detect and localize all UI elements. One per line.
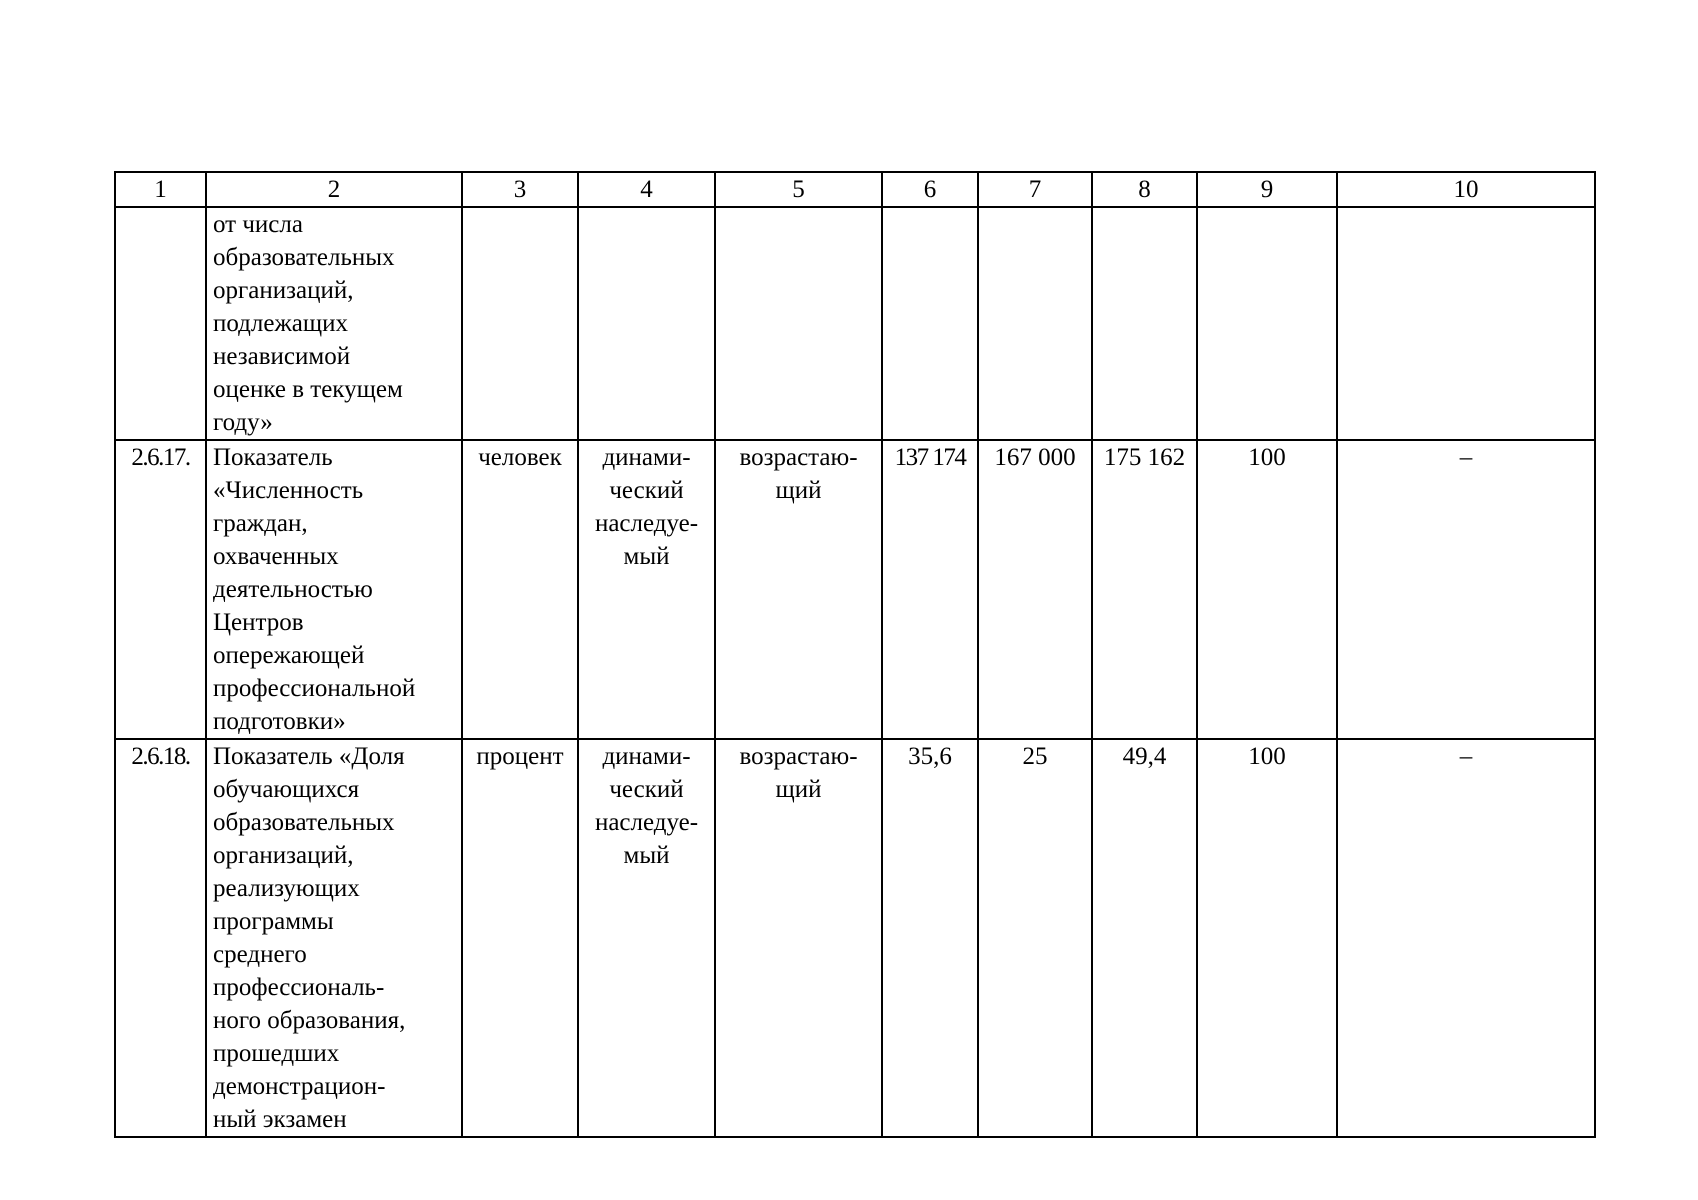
direction-line: возрастаю- bbox=[739, 444, 858, 471]
value-col-8: 175 162 bbox=[1092, 440, 1197, 739]
direction-cell bbox=[715, 739, 882, 1137]
indicator-name-line: независимой bbox=[213, 343, 351, 370]
value-col-9: 100 bbox=[1197, 739, 1337, 1137]
type-line: наследуе- bbox=[594, 809, 699, 836]
indicator-name-line: организаций, bbox=[213, 842, 354, 869]
indicator-name-line: образовательных bbox=[213, 244, 395, 271]
indicator-name-line: охваченных bbox=[213, 543, 339, 570]
value-col-9: 100 bbox=[1197, 440, 1337, 739]
type-line: мый bbox=[623, 842, 670, 869]
indicator-name-line: подлежащих bbox=[213, 310, 348, 337]
row-number bbox=[115, 207, 206, 440]
value-col-8: 49,4 bbox=[1092, 739, 1197, 1137]
direction-line: возрастаю- bbox=[739, 743, 858, 770]
indicator-name-line: организаций, bbox=[213, 277, 354, 304]
value-col-10: – bbox=[1337, 440, 1595, 739]
column-number-row bbox=[115, 172, 1595, 207]
indicator-name-line: среднего bbox=[213, 941, 307, 968]
table-row bbox=[115, 440, 1595, 739]
indicator-name bbox=[206, 207, 462, 440]
column-number: 6 bbox=[882, 172, 978, 207]
row-number: 2.6.18. bbox=[115, 739, 206, 1137]
type-cell bbox=[578, 739, 715, 1137]
type-cell bbox=[578, 440, 715, 739]
indicator-name-line: профессиональной bbox=[213, 675, 416, 702]
direction-cell bbox=[715, 440, 882, 739]
column-number: 10 bbox=[1337, 172, 1595, 207]
value-col-6: 35,6 bbox=[882, 739, 978, 1137]
row-number: 2.6.17. bbox=[115, 440, 206, 739]
indicator-name-line: опережающей bbox=[213, 642, 365, 669]
table-row bbox=[115, 207, 1595, 440]
column-number: 1 bbox=[115, 172, 206, 207]
value-col-7 bbox=[978, 207, 1092, 440]
unit-cell: человек bbox=[462, 440, 578, 739]
indicator-name-line: ного образования, bbox=[213, 1007, 406, 1034]
indicator-name-line: Показатель «Доля bbox=[213, 743, 405, 770]
indicator-name-line: Центров bbox=[213, 609, 304, 636]
direction-cell bbox=[715, 207, 882, 440]
column-number: 5 bbox=[715, 172, 882, 207]
type-line: динами- bbox=[602, 444, 691, 471]
type-line: ческий bbox=[609, 477, 684, 504]
unit-cell: процент bbox=[462, 739, 578, 1137]
indicator-name-line: образовательных bbox=[213, 809, 395, 836]
indicator-name-line: граждан, bbox=[213, 510, 308, 537]
indicator-name-line: профессиональ- bbox=[213, 974, 385, 1001]
indicator-name-line: обучающихся bbox=[213, 776, 360, 803]
type-line: мый bbox=[623, 543, 670, 570]
value-col-7: 167 000 bbox=[978, 440, 1092, 739]
value-col-9 bbox=[1197, 207, 1337, 440]
indicator-name-line: году» bbox=[213, 409, 273, 436]
indicator-name-line: подготовки» bbox=[213, 708, 346, 735]
direction-line: щий bbox=[775, 776, 822, 803]
indicator-name-line: ный экзамен bbox=[213, 1106, 347, 1133]
indicator-name-line: демонстрацион- bbox=[213, 1073, 386, 1100]
column-number: 7 bbox=[978, 172, 1092, 207]
indicator-name-line: Показатель bbox=[213, 444, 333, 471]
column-number: 3 bbox=[462, 172, 578, 207]
indicator-name-line: от числа bbox=[213, 211, 303, 238]
indicator-name bbox=[206, 739, 462, 1137]
column-number: 8 bbox=[1092, 172, 1197, 207]
unit-cell bbox=[462, 207, 578, 440]
type-line: наследуе- bbox=[594, 510, 699, 537]
indicator-name-line: «Численность bbox=[213, 477, 364, 504]
indicator-name-line: оценке в текущем bbox=[213, 376, 403, 403]
value-col-10 bbox=[1337, 207, 1595, 440]
direction-line: щий bbox=[775, 477, 822, 504]
indicator-name bbox=[206, 440, 462, 739]
indicator-name-line: деятельностью bbox=[213, 576, 373, 603]
value-col-8 bbox=[1092, 207, 1197, 440]
column-number: 9 bbox=[1197, 172, 1337, 207]
type-cell bbox=[578, 207, 715, 440]
indicator-name-line: реализующих bbox=[213, 875, 360, 902]
value-col-6: 137 174 bbox=[882, 440, 978, 739]
value-col-10: – bbox=[1337, 739, 1595, 1137]
column-number: 4 bbox=[578, 172, 715, 207]
value-col-7: 25 bbox=[978, 739, 1092, 1137]
value-col-6 bbox=[882, 207, 978, 440]
table-row bbox=[115, 739, 1595, 1137]
type-line: динами- bbox=[602, 743, 691, 770]
indicator-name-line: прошедших bbox=[213, 1040, 340, 1067]
type-line: ческий bbox=[609, 776, 684, 803]
indicator-table bbox=[114, 171, 1596, 1138]
indicator-name-line: программы bbox=[213, 908, 334, 935]
column-number: 2 bbox=[206, 172, 462, 207]
